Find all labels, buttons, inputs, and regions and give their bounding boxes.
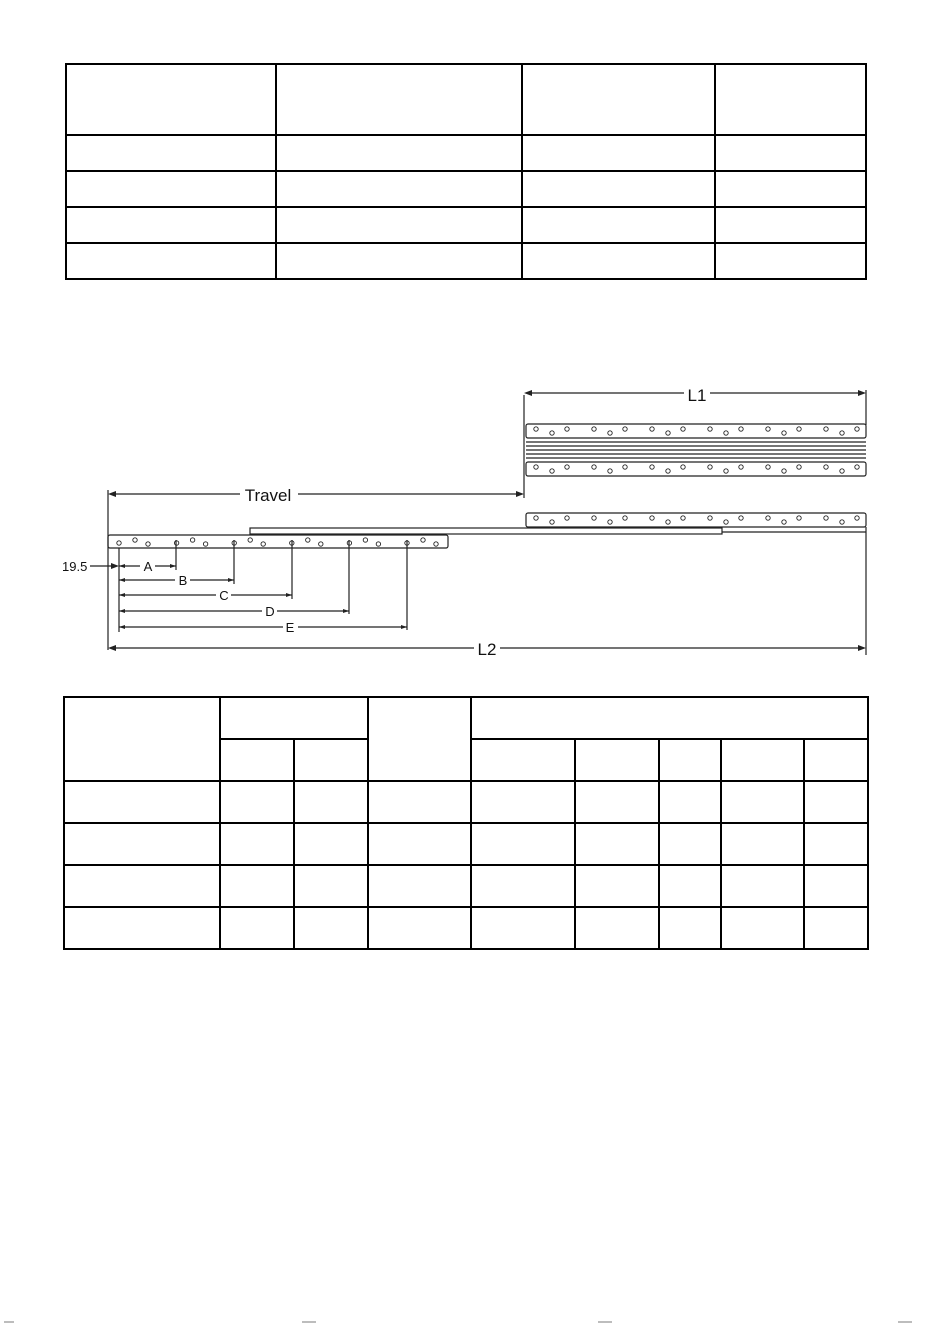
mounting-hole xyxy=(708,427,712,431)
mounting-hole xyxy=(133,538,137,542)
mounting-hole xyxy=(146,542,150,546)
mounting-hole xyxy=(534,516,538,520)
mounting-hole xyxy=(650,465,654,469)
mounting-hole xyxy=(824,427,828,431)
table-cell xyxy=(575,907,660,949)
dimension-e-label: E xyxy=(285,620,295,635)
table-cell xyxy=(659,823,721,865)
table-cell xyxy=(471,697,868,739)
table-cell xyxy=(64,865,220,907)
table-cell xyxy=(368,823,471,865)
travel-label: Travel xyxy=(244,486,292,505)
table-cell xyxy=(715,135,866,171)
mounting-hole xyxy=(666,431,670,435)
mounting-hole xyxy=(608,431,612,435)
mounting-hole xyxy=(855,427,859,431)
table-cell xyxy=(721,823,804,865)
pitch-arrows xyxy=(119,564,407,629)
mounting-hole xyxy=(824,516,828,520)
mounting-hole xyxy=(608,469,612,473)
mounting-hole xyxy=(666,469,670,473)
dimension-d-label: D xyxy=(265,604,275,619)
table-cell xyxy=(721,739,804,781)
table-cell xyxy=(522,243,716,279)
table-cell xyxy=(276,64,521,135)
offset-arrow xyxy=(111,563,119,569)
table-cell xyxy=(294,907,368,949)
outer-rail xyxy=(526,513,866,527)
table-cell xyxy=(715,64,866,135)
table-header-row xyxy=(66,64,866,135)
mounting-hole xyxy=(319,542,323,546)
mounting-hole xyxy=(782,469,786,473)
mounting-hole xyxy=(565,427,569,431)
l2-label: L2 xyxy=(477,640,497,659)
table-cell xyxy=(721,781,804,823)
table-cell xyxy=(471,739,575,781)
table-header-row xyxy=(64,697,868,739)
table-cell xyxy=(575,739,660,781)
table-cell xyxy=(715,171,866,207)
mounting-hole xyxy=(117,541,121,545)
table-row xyxy=(66,135,866,171)
mounting-hole xyxy=(550,520,554,524)
table-cell xyxy=(471,823,575,865)
mounting-hole xyxy=(708,516,712,520)
mounting-hole xyxy=(739,427,743,431)
offset-label: 19.5 xyxy=(62,559,88,574)
table-cell xyxy=(804,865,868,907)
table-cell xyxy=(220,865,295,907)
table-cell xyxy=(471,907,575,949)
table-cell xyxy=(804,781,868,823)
table-cell xyxy=(804,739,868,781)
table-cell xyxy=(220,739,295,781)
mounting-hole xyxy=(174,541,178,545)
table-cell xyxy=(522,64,716,135)
mounting-hole xyxy=(840,469,844,473)
mounting-hole xyxy=(623,516,627,520)
mounting-hole xyxy=(724,431,728,435)
mounting-hole xyxy=(534,427,538,431)
mounting-hole xyxy=(203,542,207,546)
table-row xyxy=(64,781,868,823)
mounting-hole xyxy=(550,431,554,435)
mounting-hole xyxy=(824,465,828,469)
table-cell xyxy=(66,207,276,243)
l1-label: L1 xyxy=(687,386,707,405)
mounting-hole xyxy=(724,520,728,524)
mounting-hole xyxy=(797,465,801,469)
mounting-hole xyxy=(248,538,252,542)
mounting-hole xyxy=(840,520,844,524)
mounting-hole xyxy=(190,538,194,542)
table-cell xyxy=(471,781,575,823)
mounting-hole xyxy=(766,465,770,469)
mounting-hole xyxy=(766,427,770,431)
mounting-hole xyxy=(363,538,367,542)
table-row xyxy=(64,907,868,949)
mounting-hole xyxy=(608,520,612,524)
table-cell xyxy=(522,135,716,171)
mounting-hole xyxy=(376,542,380,546)
dimension-a-label: A xyxy=(143,559,153,574)
mounting-hole xyxy=(797,516,801,520)
table-cell xyxy=(64,697,220,781)
table-cell xyxy=(659,781,721,823)
mounting-hole xyxy=(782,520,786,524)
table-cell xyxy=(804,907,868,949)
slide-dimension-drawing xyxy=(0,380,932,670)
table-cell xyxy=(276,207,521,243)
mounting-hole xyxy=(592,516,596,520)
mounting-hole xyxy=(623,427,627,431)
table-cell xyxy=(220,823,295,865)
mounting-hole xyxy=(681,516,685,520)
mounting-hole xyxy=(306,538,310,542)
table-cell xyxy=(276,171,521,207)
upper-rail-top xyxy=(526,424,866,438)
mounting-hole xyxy=(565,516,569,520)
table-row xyxy=(64,823,868,865)
table-row xyxy=(64,865,868,907)
table-cell xyxy=(522,171,716,207)
table-cell xyxy=(659,907,721,949)
table-cell xyxy=(368,907,471,949)
mounting-hole xyxy=(434,542,438,546)
table-cell xyxy=(368,781,471,823)
mounting-hole xyxy=(550,469,554,473)
table-cell xyxy=(721,907,804,949)
mounting-hole xyxy=(782,431,786,435)
table-cell xyxy=(220,697,369,739)
table-cell xyxy=(575,781,660,823)
mounting-hole xyxy=(797,427,801,431)
table-cell xyxy=(220,781,295,823)
middle-rail xyxy=(250,528,722,534)
table-cell xyxy=(804,823,868,865)
mounting-hole xyxy=(840,431,844,435)
mounting-hole xyxy=(766,516,770,520)
table-cell xyxy=(294,865,368,907)
mounting-hole xyxy=(855,516,859,520)
table-cell xyxy=(575,823,660,865)
table-cell xyxy=(522,207,716,243)
table-cell xyxy=(66,64,276,135)
mounting-hole xyxy=(650,427,654,431)
mounting-hole xyxy=(421,538,425,542)
dimension-c-label: C xyxy=(219,588,229,603)
table-cell xyxy=(276,135,521,171)
top-spec-table xyxy=(65,63,867,280)
table-cell xyxy=(368,865,471,907)
mounting-hole xyxy=(708,465,712,469)
mounting-hole xyxy=(724,469,728,473)
mounting-hole xyxy=(855,465,859,469)
dimension-b-label: B xyxy=(178,573,188,588)
table-cell xyxy=(715,207,866,243)
table-cell xyxy=(721,865,804,907)
mounting-hole xyxy=(681,427,685,431)
table-cell xyxy=(64,823,220,865)
table-cell xyxy=(294,781,368,823)
inner-rail xyxy=(108,535,448,548)
upper-rail-bottom xyxy=(526,462,866,476)
mounting-hole xyxy=(739,516,743,520)
mounting-hole xyxy=(666,520,670,524)
mounting-hole xyxy=(592,465,596,469)
table-cell xyxy=(575,865,660,907)
mounting-hole xyxy=(592,427,596,431)
table-cell xyxy=(64,907,220,949)
table-row xyxy=(66,207,866,243)
table-cell xyxy=(659,865,721,907)
mounting-hole xyxy=(261,542,265,546)
table-cell xyxy=(294,823,368,865)
mounting-hole xyxy=(739,465,743,469)
mounting-hole xyxy=(623,465,627,469)
table-cell xyxy=(66,243,276,279)
mounting-hole xyxy=(681,465,685,469)
mounting-hole xyxy=(534,465,538,469)
mounting-hole xyxy=(650,516,654,520)
table-cell xyxy=(276,243,521,279)
bottom-spec-table xyxy=(63,696,869,950)
table-cell xyxy=(66,135,276,171)
table-cell xyxy=(64,781,220,823)
table-cell xyxy=(294,739,368,781)
table-cell xyxy=(368,697,471,781)
table-cell xyxy=(715,243,866,279)
table-cell xyxy=(220,907,295,949)
table-cell xyxy=(471,865,575,907)
table-row xyxy=(66,243,866,279)
table-row xyxy=(66,171,866,207)
mounting-hole xyxy=(565,465,569,469)
table-cell xyxy=(659,739,721,781)
table-cell xyxy=(66,171,276,207)
